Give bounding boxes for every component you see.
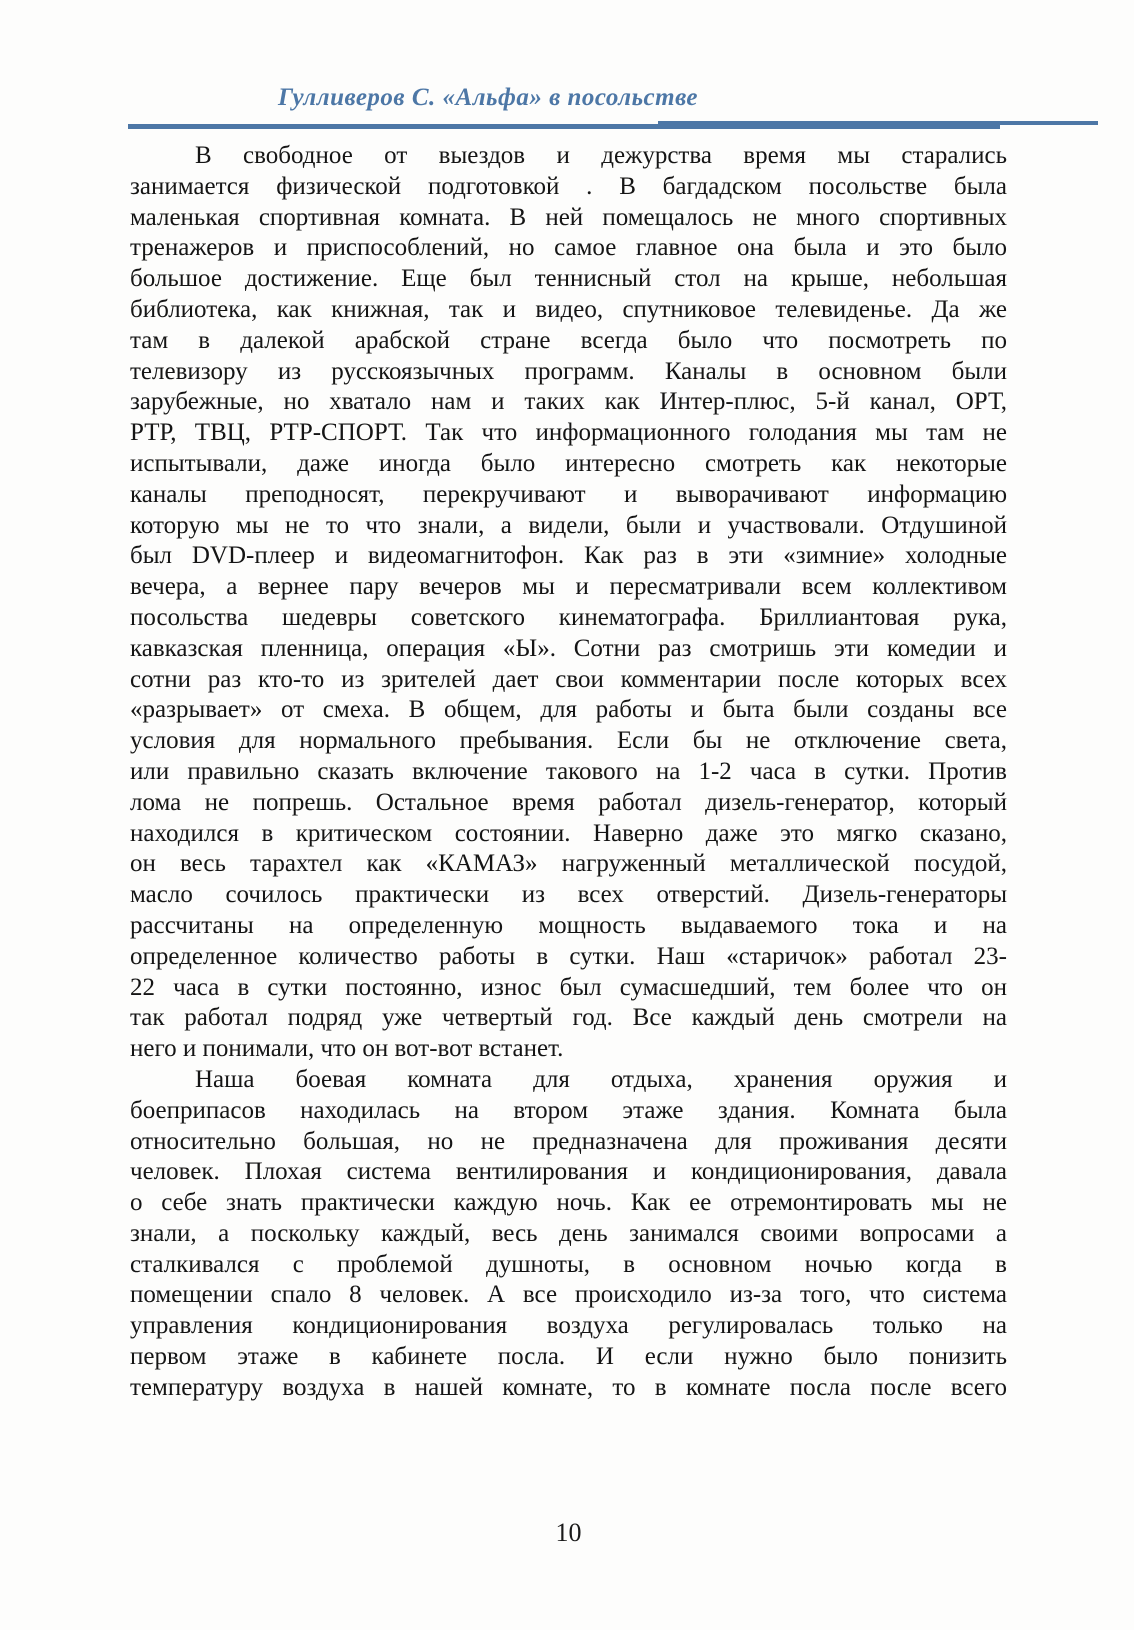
text-line: В свободное от выездов и дежурства время мы старались [195, 142, 1007, 169]
text-line: «разрывает» от смеха. В общем, для работы и быта были созданы все [130, 696, 1007, 724]
text-line: посольства шедевры советского кинематографа. Бриллиантовая рука, [130, 603, 1007, 631]
text-line: рассчитаны на определенную мощность выдаваемого тока и на [130, 911, 1007, 939]
text-line: каналы преподносят, перекручивают и выворачивают информацию [130, 480, 1007, 508]
text-line: тренажеров и приспособлений, но самое главное она была и это было [130, 234, 1007, 262]
text-line: Наша боевая комната для отдыха, хранения оружия и [195, 1065, 1007, 1093]
text-line: управления кондиционирования воздуха регулировалась только на [130, 1312, 1007, 1340]
text-line: определенное количество работы в сутки. Наш «старичок» работал 23- [130, 942, 1007, 970]
running-header-title: Гулливеров С. «Альфа» в посольстве [277, 84, 699, 111]
text-line: занимается физической подготовкой . В багдадском посольстве была [130, 172, 1007, 200]
text-line: так работал подряд уже четвертый год. Все каждый день смотрели на [130, 1004, 1007, 1032]
text-line: него и понимали, что он вот-вот встанет. [130, 1035, 564, 1063]
text-line: испытывали, даже иногда было интересно смотреть как некоторые [130, 449, 1007, 477]
text-line: которую мы не то что знали, а видели, были и участвовали. Отдушиной [130, 511, 1007, 539]
text-line: вечера, а вернее пару вечеров мы и пересматривали всем коллективом [130, 573, 1007, 601]
text-line: там в далекой арабской стране всегда было что посмотреть по [130, 326, 1007, 354]
text-line: боеприпасов находилась на втором этаже здания. Комната была [130, 1096, 1007, 1124]
text-line: 22 часа в сутки постоянно, износ был сумасшедший, тем более что он [130, 973, 1007, 1001]
header-rule [128, 118, 1098, 130]
text-line: знали, а поскольку каждый, весь день занимался своими вопросами а [130, 1219, 1007, 1247]
text-line: масло сочилось практически из всех отверстий. Дизель-генераторы [130, 881, 1007, 909]
text-line: он весь тарахтел как «КАМАЗ» нагруженный металлической посудой, [130, 850, 1007, 878]
text-line: сталкивался с проблемой душноты, в основном ночью когда в [130, 1250, 1007, 1278]
text-line: первом этаже в кабинете посла. И если нужно было понизить [130, 1343, 1007, 1371]
text-line: телевизору из русскоязычных программ. Каналы в основном были [130, 357, 1007, 385]
paragraph [130, 141, 1007, 1065]
text-line: библиотека, как книжная, так и видео, спутниковое телевиденье. Да же [130, 295, 1007, 323]
text-line: маленькая спортивная комната. В ней помещалось не много спортивных [130, 203, 1007, 231]
text-line: лома не попрешь. Остальное время работал дизель-генератор, который [130, 788, 1007, 816]
text-line: или правильно сказать включение такового на 1-2 часа в сутки. Против [130, 757, 1007, 785]
text-line: РТР, ТВЦ, РТР-СПОРТ. Так что информационного голодания мы там не [130, 419, 1007, 447]
text-line: о себе знать практически каждую ночь. Как ее отремонтировать мы не [130, 1189, 1007, 1217]
text-line: большое достижение. Еще был теннисный стол на крыше, небольшая [130, 265, 1007, 293]
text-line: кавказская пленница, операция «Ы». Сотни раз смотришь эти комедии и [130, 634, 1007, 662]
text-line: находился в критическом состоянии. Наверно даже это мягко сказано, [130, 819, 1007, 847]
text-line: сотни раз кто-то из зрителей дает свои комментарии после которых всех [130, 665, 1007, 693]
text-line: относительно большая, но не предназначена для проживания десяти [130, 1127, 1007, 1155]
page-footer [130, 1518, 1007, 1548]
header-rule-segment-right [658, 121, 1098, 125]
text-line: помещении спало 8 человек. А все происходило из-за того, что система [130, 1281, 1007, 1309]
paragraph [130, 1065, 1007, 1404]
text-line: температуру воздуха в нашей комнате, то в комнате посла после всего [130, 1373, 1007, 1401]
text-line: человек. Плохая система вентилирования и кондиционирования, давала [130, 1158, 1007, 1186]
text-line: зарубежные, но хватало нам и таких как Интер-плюс, 5-й канал, ОРТ, [130, 388, 1007, 416]
text-line: был DVD-плеер и видеомагнитофон. Как раз в эти «зимние» холодные [130, 542, 1007, 570]
page-text-block [130, 141, 1007, 1404]
text-line: условия для нормального пребывания. Если бы не отключение света, [130, 727, 1007, 755]
page-number: 10 [555, 1518, 582, 1547]
